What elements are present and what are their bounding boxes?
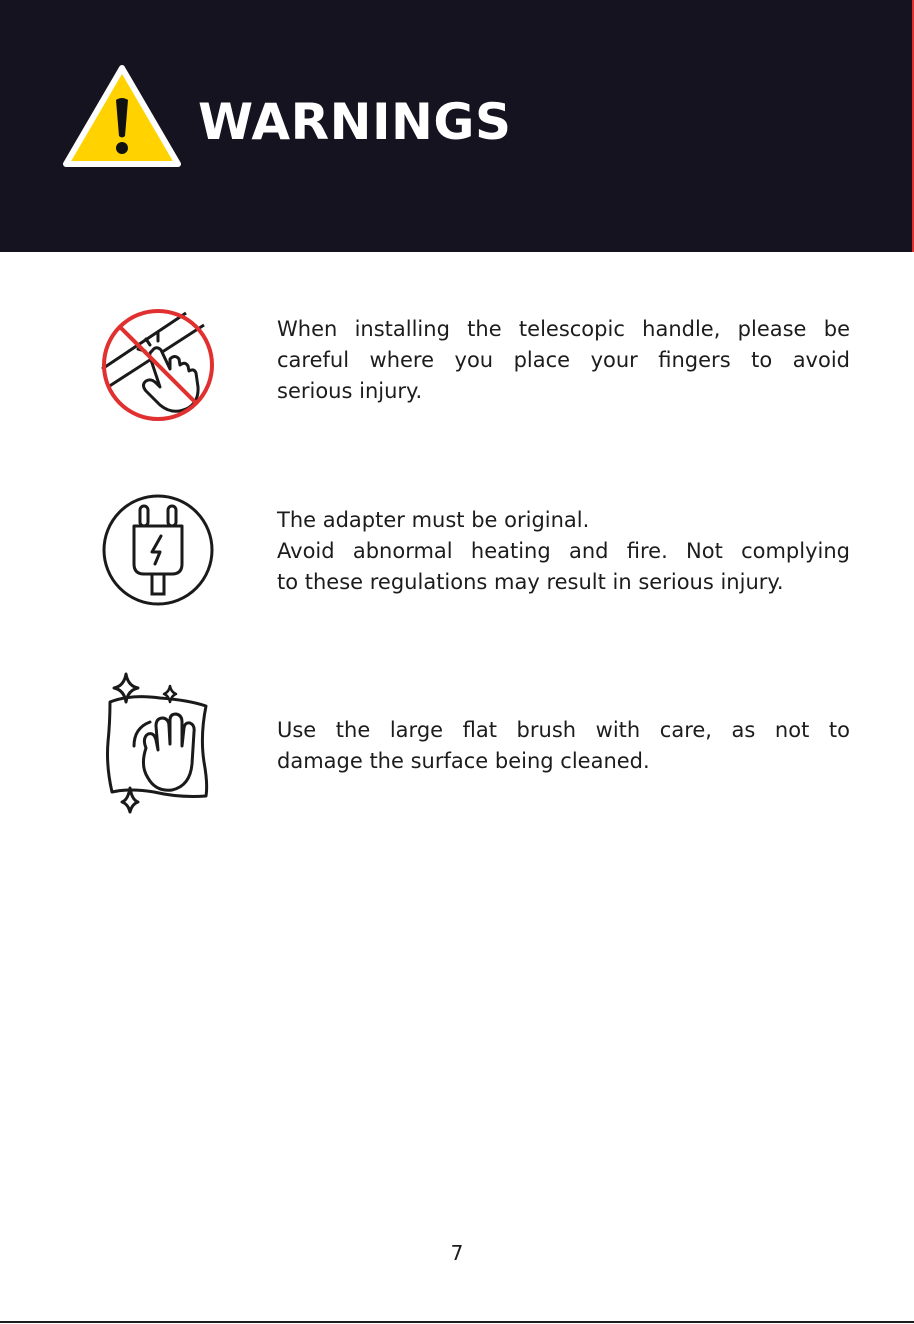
warning-triangle-icon bbox=[62, 64, 182, 168]
warning-line: serious injury. bbox=[277, 379, 423, 403]
warnings-header bbox=[0, 0, 914, 252]
warning-line: careful where you place your fingers to avoid bbox=[277, 348, 850, 372]
no-fingers-prohibition-icon bbox=[100, 307, 216, 423]
bottom-divider bbox=[0, 1321, 914, 1323]
page-title: WARNINGS bbox=[198, 93, 512, 151]
warning-text-brush bbox=[277, 715, 850, 777]
warning-text-fingers bbox=[277, 314, 850, 407]
warning-line: Use the large flat brush with care, as not to bbox=[277, 718, 850, 742]
warning-line: Avoid abnormal heating and fire. Not complying bbox=[277, 539, 850, 563]
electric-plug-icon bbox=[100, 492, 216, 608]
warning-line: The adapter must be original. bbox=[277, 508, 590, 532]
warning-text-adapter bbox=[277, 505, 850, 598]
warning-line: to these regulations may result in serious injury. bbox=[277, 570, 784, 594]
page-number: 7 bbox=[450, 1241, 464, 1265]
warning-line: When installing the telescopic handle, please be bbox=[277, 317, 850, 341]
cleaning-cloth-icon bbox=[100, 666, 216, 816]
warning-line: damage the surface being cleaned. bbox=[277, 749, 650, 773]
